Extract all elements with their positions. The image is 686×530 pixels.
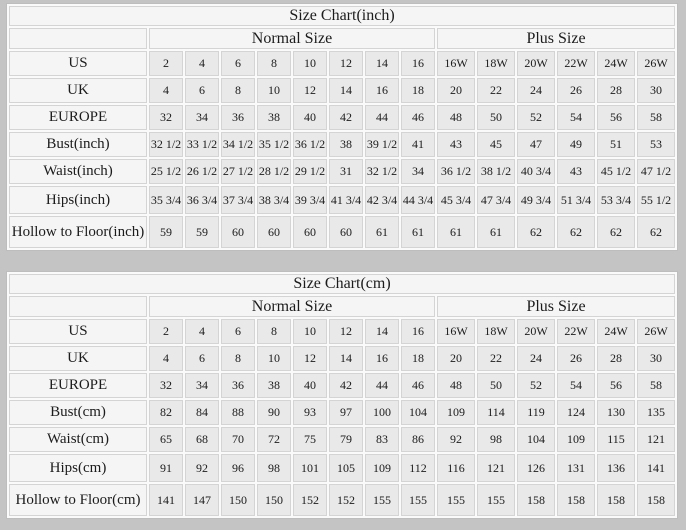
size-cell: 104 [517, 427, 555, 452]
size-cell: 20 [437, 346, 475, 371]
size-cell: 61 [365, 216, 399, 248]
table-row [9, 186, 675, 214]
table-row [9, 319, 675, 344]
row-label: Hollow to Floor(cm) [9, 484, 147, 516]
size-cell: 68 [185, 427, 219, 452]
size-cell: 124 [557, 400, 595, 425]
size-cell: 34 1/2 [221, 132, 255, 157]
size-cell: 126 [517, 454, 555, 482]
size-cell: 147 [185, 484, 219, 516]
size-cell: 2 [149, 319, 183, 344]
size-cell: 158 [597, 484, 635, 516]
table-row [9, 373, 675, 398]
size-cell: 6 [221, 319, 255, 344]
size-cell: 45 [477, 132, 515, 157]
size-cell: 65 [149, 427, 183, 452]
size-cell: 28 [597, 78, 635, 103]
size-cell: 34 [185, 105, 219, 130]
size-cell: 97 [329, 400, 363, 425]
size-cell: 38 3/4 [257, 186, 291, 214]
row-label: US [9, 51, 147, 76]
size-cell: 20W [517, 319, 555, 344]
size-cell: 47 1/2 [637, 159, 675, 184]
group-header-normal-size: Normal Size [149, 28, 435, 49]
size-cell: 50 [477, 105, 515, 130]
table-row [9, 400, 675, 425]
group-header-plus-size: Plus Size [437, 296, 675, 317]
column-group-row [9, 296, 675, 317]
size-cell: 12 [329, 319, 363, 344]
size-cell: 130 [597, 400, 635, 425]
size-cell: 38 1/2 [477, 159, 515, 184]
size-cell: 96 [221, 454, 255, 482]
size-cell: 90 [257, 400, 291, 425]
row-label: Waist(cm) [9, 427, 147, 452]
size-cell: 119 [517, 400, 555, 425]
size-cell: 8 [221, 346, 255, 371]
corner-cell [9, 296, 147, 317]
size-cell: 49 [557, 132, 595, 157]
table-row [9, 51, 675, 76]
size-cell: 26 1/2 [185, 159, 219, 184]
size-cell: 34 [401, 159, 435, 184]
size-cell: 60 [293, 216, 327, 248]
size-cell: 45 3/4 [437, 186, 475, 214]
size-cell: 86 [401, 427, 435, 452]
size-cell: 24 [517, 78, 555, 103]
size-cell: 8 [257, 319, 291, 344]
size-cell: 62 [557, 216, 595, 248]
size-cell: 155 [437, 484, 475, 516]
size-cell: 88 [221, 400, 255, 425]
table-row [9, 105, 675, 130]
size-cell: 2 [149, 51, 183, 76]
size-cell: 84 [185, 400, 219, 425]
size-cell: 32 [149, 373, 183, 398]
size-cell: 32 [149, 105, 183, 130]
size-cell: 62 [637, 216, 675, 248]
size-cell: 35 3/4 [149, 186, 183, 214]
size-cell: 10 [293, 51, 327, 76]
size-cell: 22W [557, 51, 595, 76]
row-label: UK [9, 78, 147, 103]
group-header-normal-size: Normal Size [149, 296, 435, 317]
size-cell: 98 [257, 454, 291, 482]
size-cell: 6 [185, 346, 219, 371]
size-cell: 20W [517, 51, 555, 76]
size-cell: 16W [437, 51, 475, 76]
table-row [9, 216, 675, 248]
size-cell: 34 [185, 373, 219, 398]
size-cell: 16 [365, 346, 399, 371]
size-cell: 28 [597, 346, 635, 371]
row-label: Hips(cm) [9, 454, 147, 482]
size-cell: 40 [293, 105, 327, 130]
table-row [9, 346, 675, 371]
row-label: Hips(inch) [9, 186, 147, 214]
row-label: US [9, 319, 147, 344]
size-cell: 16 [401, 319, 435, 344]
size-chart-inch-body [9, 51, 675, 248]
row-label: Bust(inch) [9, 132, 147, 157]
size-cell: 109 [365, 454, 399, 482]
size-cell: 121 [477, 454, 515, 482]
size-cell: 54 [557, 105, 595, 130]
size-cell: 62 [517, 216, 555, 248]
size-cell: 48 [437, 105, 475, 130]
size-cell: 53 3/4 [597, 186, 635, 214]
size-cell: 47 3/4 [477, 186, 515, 214]
size-cell: 38 [329, 132, 363, 157]
size-cell: 45 1/2 [597, 159, 635, 184]
size-cell: 33 1/2 [185, 132, 219, 157]
size-cell: 24W [597, 319, 635, 344]
size-cell: 36 3/4 [185, 186, 219, 214]
size-cell: 37 3/4 [221, 186, 255, 214]
size-cell: 14 [365, 51, 399, 76]
size-cell: 48 [437, 373, 475, 398]
size-cell: 155 [401, 484, 435, 516]
size-cell: 42 [329, 373, 363, 398]
size-cell: 8 [221, 78, 255, 103]
size-cell: 141 [637, 454, 675, 482]
table-row [9, 159, 675, 184]
size-cell: 16W [437, 319, 475, 344]
table-title-row [9, 274, 675, 294]
row-label: EUROPE [9, 105, 147, 130]
size-cell: 4 [185, 319, 219, 344]
size-cell: 4 [185, 51, 219, 76]
size-cell: 59 [149, 216, 183, 248]
size-cell: 22 [477, 346, 515, 371]
size-cell: 46 [401, 105, 435, 130]
table-row [9, 427, 675, 452]
size-cell: 60 [257, 216, 291, 248]
size-cell: 26W [637, 319, 675, 344]
size-cell: 50 [477, 373, 515, 398]
size-cell: 92 [185, 454, 219, 482]
size-cell: 14 [329, 346, 363, 371]
size-cell: 52 [517, 373, 555, 398]
size-cell: 24 [517, 346, 555, 371]
size-cell: 53 [637, 132, 675, 157]
size-cell: 115 [597, 427, 635, 452]
size-cell: 98 [477, 427, 515, 452]
size-cell: 158 [517, 484, 555, 516]
size-cell: 22W [557, 319, 595, 344]
size-cell: 155 [365, 484, 399, 516]
table-row [9, 484, 675, 516]
size-cell: 152 [329, 484, 363, 516]
size-cell: 112 [401, 454, 435, 482]
size-cell: 36 1/2 [293, 132, 327, 157]
size-cell: 42 [329, 105, 363, 130]
size-cell: 79 [329, 427, 363, 452]
size-cell: 42 3/4 [365, 186, 399, 214]
size-cell: 59 [185, 216, 219, 248]
size-cell: 38 [257, 105, 291, 130]
size-cell: 49 3/4 [517, 186, 555, 214]
size-cell: 20 [437, 78, 475, 103]
size-cell: 18 [401, 78, 435, 103]
table-row [9, 454, 675, 482]
size-cell: 104 [401, 400, 435, 425]
size-cell: 32 1/2 [149, 132, 183, 157]
size-cell: 44 [365, 373, 399, 398]
size-cell: 16 [401, 51, 435, 76]
size-cell: 109 [437, 400, 475, 425]
size-cell: 136 [597, 454, 635, 482]
size-cell: 105 [329, 454, 363, 482]
corner-cell [9, 28, 147, 49]
size-cell: 83 [365, 427, 399, 452]
size-cell: 30 [637, 346, 675, 371]
size-cell: 62 [597, 216, 635, 248]
table-title: Size Chart(cm) [9, 274, 675, 294]
size-cell: 39 1/2 [365, 132, 399, 157]
size-cell: 70 [221, 427, 255, 452]
size-cell: 101 [293, 454, 327, 482]
size-cell: 56 [597, 105, 635, 130]
size-cell: 116 [437, 454, 475, 482]
size-cell: 25 1/2 [149, 159, 183, 184]
size-cell: 24W [597, 51, 635, 76]
size-cell: 92 [437, 427, 475, 452]
size-cell: 39 3/4 [293, 186, 327, 214]
size-cell: 135 [637, 400, 675, 425]
size-chart-inch-table [7, 4, 677, 250]
size-cell: 44 3/4 [401, 186, 435, 214]
size-cell: 100 [365, 400, 399, 425]
size-cell: 29 1/2 [293, 159, 327, 184]
size-cell: 152 [293, 484, 327, 516]
size-cell: 141 [149, 484, 183, 516]
size-cell: 18 [401, 346, 435, 371]
size-cell: 46 [401, 373, 435, 398]
size-cell: 58 [637, 373, 675, 398]
size-cell: 16 [365, 78, 399, 103]
size-cell: 72 [257, 427, 291, 452]
size-cell: 38 [257, 373, 291, 398]
table-title-row [9, 6, 675, 26]
size-cell: 36 [221, 105, 255, 130]
size-cell: 61 [401, 216, 435, 248]
size-cell: 158 [557, 484, 595, 516]
size-cell: 61 [477, 216, 515, 248]
size-cell: 158 [637, 484, 675, 516]
size-cell: 131 [557, 454, 595, 482]
size-cell: 121 [637, 427, 675, 452]
size-cell: 44 [365, 105, 399, 130]
size-cell: 58 [637, 105, 675, 130]
size-cell: 114 [477, 400, 515, 425]
size-cell: 12 [293, 78, 327, 103]
size-cell: 28 1/2 [257, 159, 291, 184]
size-cell: 43 [437, 132, 475, 157]
size-cell: 32 1/2 [365, 159, 399, 184]
size-cell: 56 [597, 373, 635, 398]
size-cell: 26 [557, 78, 595, 103]
size-cell: 36 1/2 [437, 159, 475, 184]
size-cell: 82 [149, 400, 183, 425]
size-cell: 10 [293, 319, 327, 344]
size-cell: 4 [149, 346, 183, 371]
size-cell: 47 [517, 132, 555, 157]
table-row [9, 132, 675, 157]
size-cell: 40 [293, 373, 327, 398]
table-row [9, 78, 675, 103]
size-cell: 30 [637, 78, 675, 103]
size-cell: 51 3/4 [557, 186, 595, 214]
size-chart-cm-body [9, 319, 675, 516]
size-cell: 150 [257, 484, 291, 516]
row-label: Hollow to Floor(inch) [9, 216, 147, 248]
size-cell: 18W [477, 319, 515, 344]
size-cell: 4 [149, 78, 183, 103]
size-cell: 55 1/2 [637, 186, 675, 214]
size-cell: 51 [597, 132, 635, 157]
row-label: Waist(inch) [9, 159, 147, 184]
row-label: Bust(cm) [9, 400, 147, 425]
size-cell: 10 [257, 346, 291, 371]
size-cell: 36 [221, 373, 255, 398]
size-chart-cm-table [7, 272, 677, 518]
size-cell: 91 [149, 454, 183, 482]
size-cell: 75 [293, 427, 327, 452]
group-header-plus-size: Plus Size [437, 28, 675, 49]
size-cell: 155 [477, 484, 515, 516]
size-cell: 14 [365, 319, 399, 344]
size-cell: 41 [401, 132, 435, 157]
size-cell: 26W [637, 51, 675, 76]
size-cell: 10 [257, 78, 291, 103]
size-cell: 60 [329, 216, 363, 248]
size-cell: 150 [221, 484, 255, 516]
size-cell: 35 1/2 [257, 132, 291, 157]
size-cell: 54 [557, 373, 595, 398]
row-label: UK [9, 346, 147, 371]
size-cell: 31 [329, 159, 363, 184]
size-cell: 60 [221, 216, 255, 248]
size-cell: 52 [517, 105, 555, 130]
size-cell: 8 [257, 51, 291, 76]
size-cell: 43 [557, 159, 595, 184]
size-cell: 6 [185, 78, 219, 103]
size-cell: 27 1/2 [221, 159, 255, 184]
size-cell: 93 [293, 400, 327, 425]
size-cell: 6 [221, 51, 255, 76]
size-cell: 26 [557, 346, 595, 371]
size-cell: 40 3/4 [517, 159, 555, 184]
size-cell: 18W [477, 51, 515, 76]
size-cell: 109 [557, 427, 595, 452]
column-group-row [9, 28, 675, 49]
size-cell: 12 [293, 346, 327, 371]
size-cell: 14 [329, 78, 363, 103]
size-cell: 61 [437, 216, 475, 248]
size-cell: 41 3/4 [329, 186, 363, 214]
table-title: Size Chart(inch) [9, 6, 675, 26]
size-cell: 22 [477, 78, 515, 103]
row-label: EUROPE [9, 373, 147, 398]
size-cell: 12 [329, 51, 363, 76]
